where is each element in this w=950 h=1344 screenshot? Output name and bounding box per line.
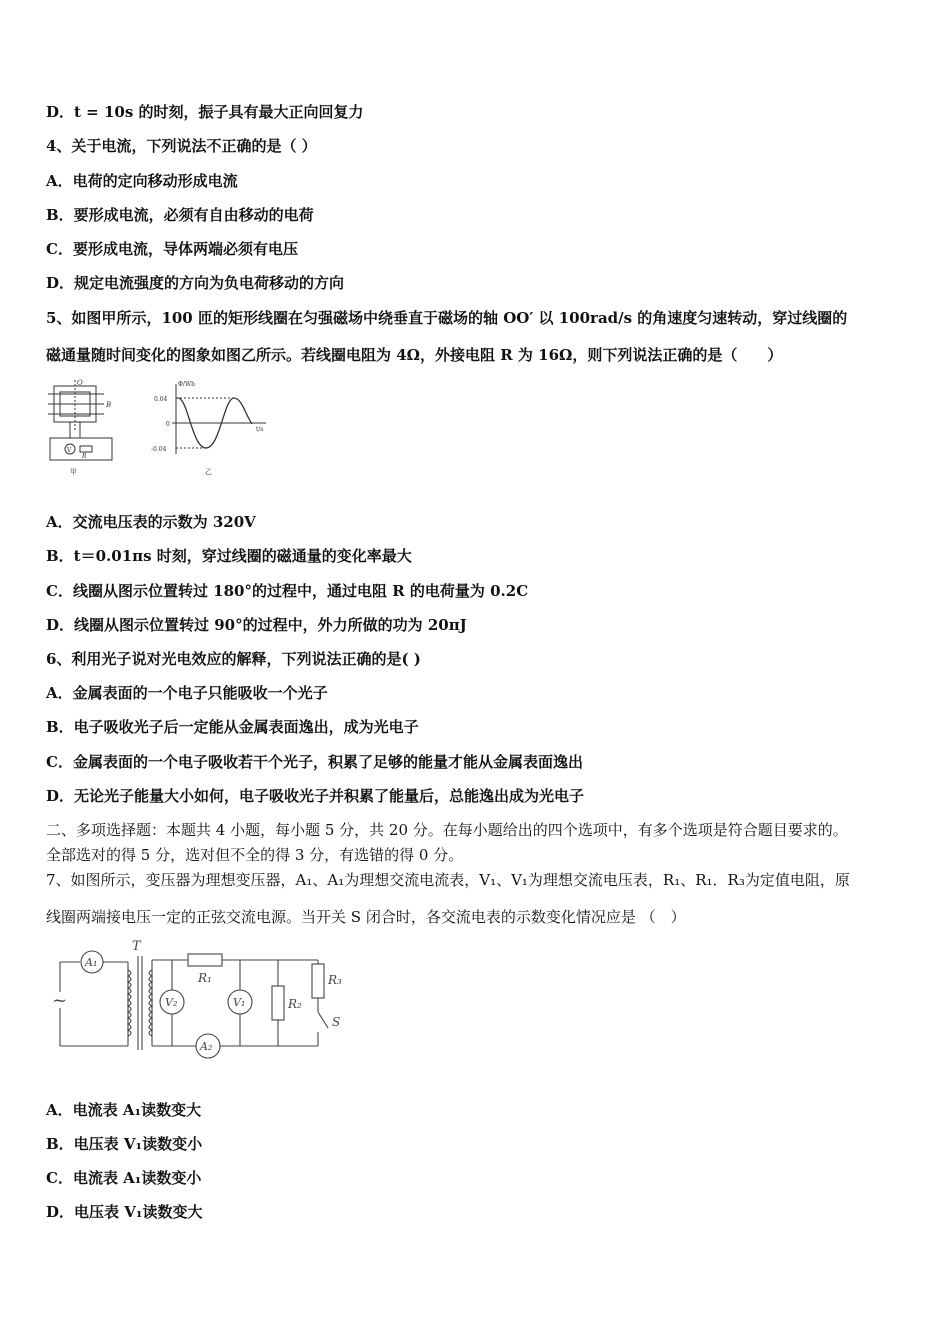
q7-fig-v1: V₁	[233, 996, 246, 1009]
q7-option-b: B．电压表 V₁读数变小	[46, 1135, 203, 1153]
q7-fig-a2: A₂	[200, 1040, 213, 1053]
q5-fig-y-label: Φ/Wb	[178, 381, 195, 388]
q5-fig-y-max: 0.04	[154, 396, 168, 403]
q7-stem-line2: 线圈两端接电压一定的正弦交流电源。当开关 S 闭合时，各交流电表的示数变化情况应是 （ ）	[46, 908, 686, 926]
q4-option-d: D．规定电流强度的方向为负电荷移动的方向	[46, 274, 345, 292]
q5-fig-t-label: t/s	[256, 426, 264, 433]
q5-fig-label-b: B	[106, 401, 112, 409]
q5-fig-y-zero: 0	[166, 421, 170, 428]
q5-option-d: D．线圈从图示位置转过 90°的过程中，外力所做的功为 20πJ	[46, 616, 467, 634]
q7-fig-v2: V₂	[165, 996, 178, 1009]
q7-figure-circuit	[52, 936, 352, 1062]
q7-fig-r3: R₃	[328, 973, 342, 987]
q7-stem-line1: 7、如图所示，变压器为理想变压器，A₁、A₁为理想交流电流表，V₁、V₁为理想交流电压表，R₁、R₁．R₃为定值电阻，原	[46, 871, 850, 889]
section2-instructions-line1: 二、多项选择题：本题共 4 小题，每小题 5 分，共 20 分。在每小题给出的四个选项中，有多个选项是符合题目要求的。	[46, 821, 848, 839]
q6-option-c: C．金属表面的一个电子吸收若干个光子，积累了足够的能量才能从金属表面逸出	[46, 753, 583, 771]
q7-fig-r2: R₂	[288, 997, 302, 1011]
q5-fig-label-yi: 乙	[205, 468, 212, 476]
q6-option-b: B．电子吸收光子后一定能从金属表面逸出，成为光电子	[46, 718, 419, 736]
q5-figure-graph	[148, 378, 270, 478]
q4-stem: 4、关于电流，下列说法不正确的是（ ）	[46, 137, 317, 155]
section2-instructions-line2: 全部选对的得 5 分，选对但不全的得 3 分，有选错的得 0 分。	[46, 846, 464, 864]
q4-option-b: B．要形成电流，必须有自由移动的电荷	[46, 206, 314, 224]
q5-stem-line2: 磁通量随时间变化的图象如图乙所示。若线圈电阻为 4Ω，外接电阻 R 为 16Ω，则下列说法正确的是（ ）	[46, 346, 783, 364]
q5-figure-coil	[44, 378, 126, 478]
q5-fig-label-jia: 甲	[70, 468, 77, 476]
q5-fig-label-o: O	[77, 379, 83, 387]
q6-option-d: D．无论光子能量大小如何，电子吸收光子并积累了能量后，总能逸出成为光电子	[46, 787, 585, 805]
q7-fig-r1: R₁	[198, 971, 212, 985]
q4-option-a: A．电荷的定向移动形成电流	[46, 172, 238, 190]
q5-fig-label-v: V	[67, 447, 72, 454]
q5-option-a: A．交流电压表的示数为 320V	[46, 513, 256, 531]
q5-fig-label-r: R	[82, 453, 87, 460]
q6-stem: 6、利用光子说对光电效应的解释，下列说法正确的是( )	[46, 650, 421, 668]
q7-fig-a1: A₁	[85, 956, 98, 969]
q7-option-d: D．电压表 V₁读数变大	[46, 1203, 203, 1221]
q3-option-d: D．t = 10s 的时刻，振子具有最大正向回复力	[46, 103, 364, 121]
q5-option-c: C．线圈从图示位置转过 180°的过程中，通过电阻 R 的电荷量为 0.2C	[46, 582, 529, 600]
q7-option-c: C．电流表 A₁读数变小	[46, 1169, 202, 1187]
q4-option-c: C．要形成电流，导体两端必须有电压	[46, 240, 298, 258]
q7-option-a: A．电流表 A₁读数变大	[46, 1101, 202, 1119]
q7-fig-t: T	[132, 939, 141, 954]
q7-fig-source: ~	[52, 990, 68, 1011]
q6-option-a: A．金属表面的一个电子只能吸收一个光子	[46, 684, 328, 702]
q5-stem-line1: 5、如图甲所示，100 匝的矩形线圈在匀强磁场中绕垂直于磁场的轴 OO′ 以 100rad/s 的角速度匀速转动，穿过线圈的	[46, 309, 848, 327]
q5-option-b: B．t＝0.01πs 时刻，穿过线圈的磁通量的变化率最大	[46, 547, 412, 565]
q5-fig-y-min: -0.04	[151, 446, 167, 453]
q7-fig-s: S	[332, 1015, 341, 1029]
